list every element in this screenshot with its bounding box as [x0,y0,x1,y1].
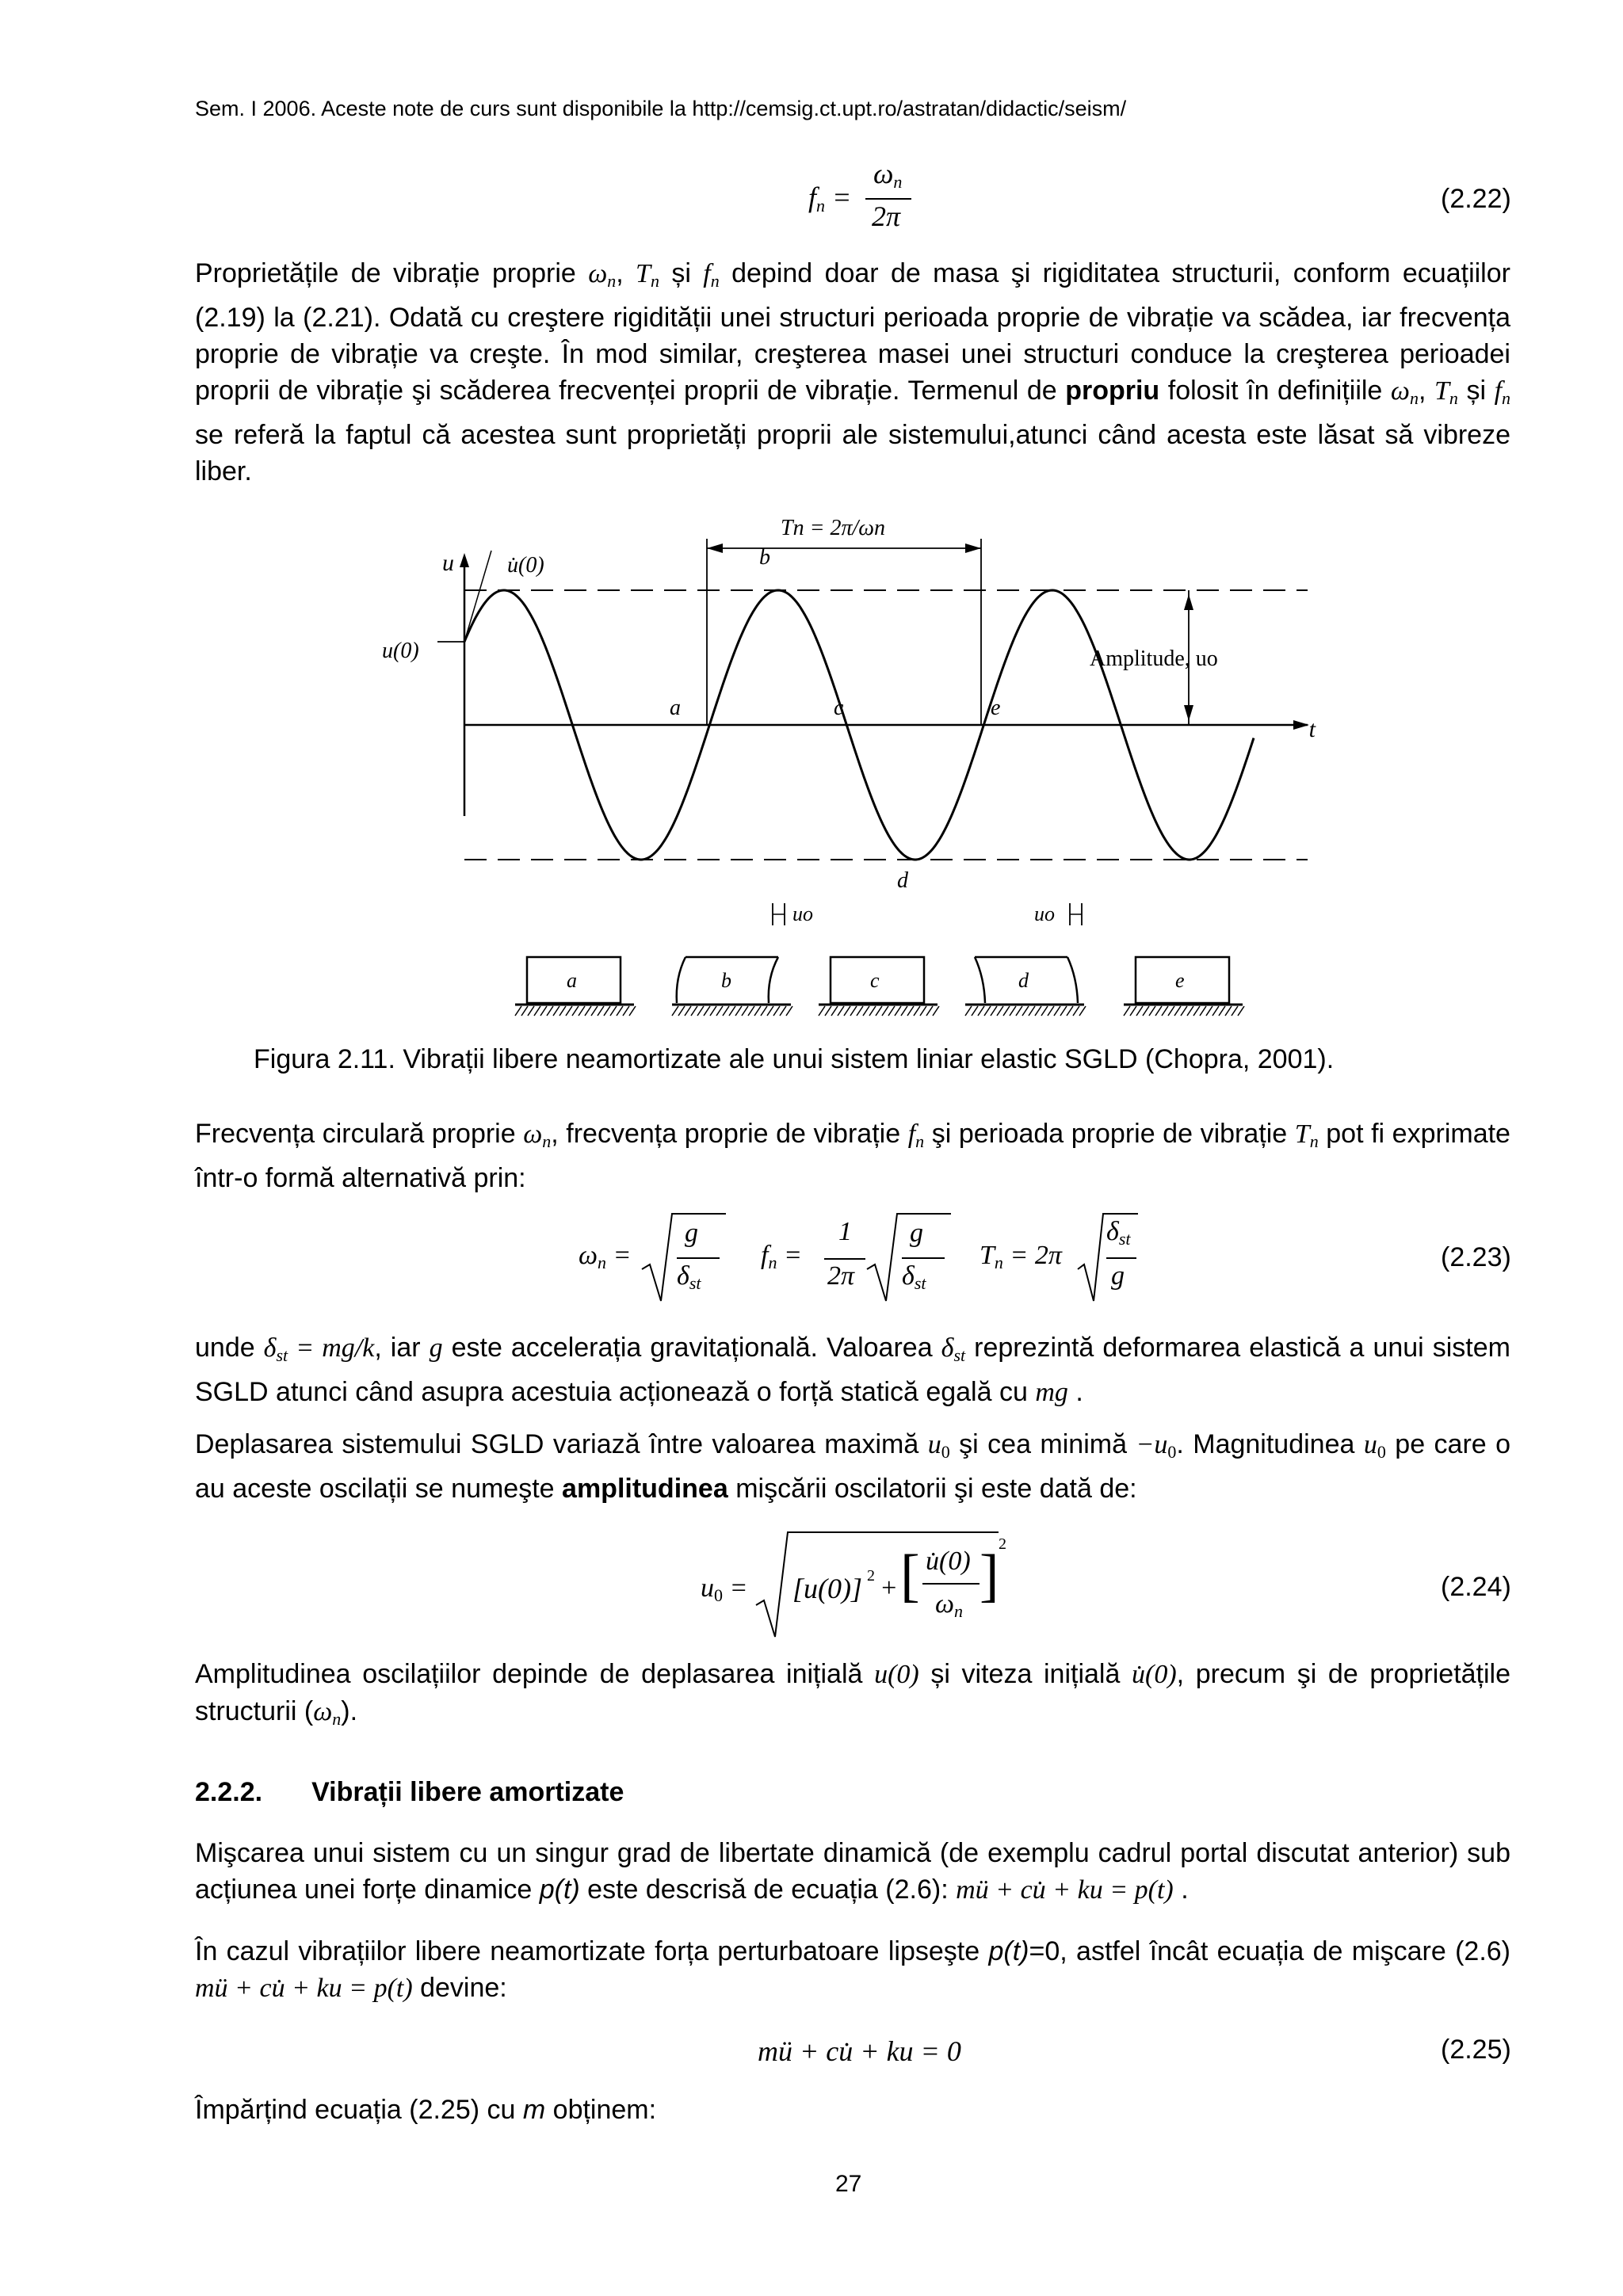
label-u-axis: u [442,550,454,576]
label-t-axis: t [1308,716,1316,742]
paragraph-undamped-case: În cazul vibrațiilor libere neamortizate forța perturbatoare lipseşte p(t)=0, astfel încât ecuația de mişcare (2.6) mü + cu̇ + ku = p(t) devine: [195,1936,1510,2003]
eq-number-2-22: (2.22) [1441,184,1511,214]
eq-number-2-25: (2.25) [1441,2035,1511,2065]
paragraph-natural-properties: Proprietățile de vibrație proprie $\omega_n$, $T_n$ și $f_n$ depind doar de masa şi rigiditatea structurii, conform ecuațiilor (2.19) la (2.21). Odată cu creştere rigidității unei structuri perioada proprie de vibrație va scădea, iar frecvența proprie de vibrație va creşte. În mod similar, creşterea masei unei structuri conduce la creşterea perioadei proprii de vibrație şi scăderea frecvenței proprii de vibrație. Termenul de propriu folosit în definițiile $\omega_n$, $T_n$ și $f_n$ se referă la faptul că acestea sunt proprietăți proprii ale sistemului,atunci când acesta este lăsat să vibreze liber. [195,258,1511,486]
eq222-lhs: $f_n$ = [808,181,852,215]
frame-b [677,957,778,1003]
equation-2-24: $u_0$ = [u(0)] 2 + [ u̇(0) $\omega_n$ ] 2 [701,1529,1018,1640]
paragraph-amplitude-dependence: Amplitudinea oscilațiilor depinde de deplasarea inițială u(0) și viteza inițială u̇(0), precum şi de proprietățile structurii $(\omega_n)$. [195,1659,1511,1729]
page-header: Sem. I 2006. Aceste note de curs sunt disponibile la http://cemsig.ct.upt.ro/astratan/didactic/seism/ [195,97,1127,120]
eq-number-2-23: (2.23) [1441,1242,1511,1272]
label-uo-left: uo [792,902,813,925]
frame-d [975,957,1078,1003]
svg-text:a: a [567,969,577,992]
label-udot0: u̇(0) [507,553,544,578]
svg-text:e: e [1175,969,1185,992]
svg-text:d: d [1018,969,1029,992]
page-number: 27 [835,2171,862,2197]
frame-a [527,957,621,1003]
label-uo-right: uo [1034,902,1055,925]
paragraph-static-deformation: unde $\delta_{st} = mg/k$, iar g este accelerația gravitațională. Valoarea $\delta_{st}$ reprezintă deformarea elastică a unui sistem SGLD atunci când asupra acestuia acționează o forță statică egală cu mg . [195,1333,1510,1407]
ground-supports [515,1005,1244,1016]
label-amplitude: Amplitude, uo [1090,646,1218,671]
label-point-d: d [897,868,908,893]
label-point-c: c [834,696,844,720]
figure-free-vibration [372,507,1316,1030]
paragraph-amplitude-definition: Deplasarea sistemului SGLD variază între valoarea maximă $u_0$ şi cea minimă $-u_0$. Magnitudinea $u_0$ pe care o au aceste oscilații se numeşte amplitudinea mişcării oscilatorii şi este dată de: [195,1429,1511,1504]
svg-text:b: b [721,969,731,992]
frame-e [1136,957,1229,1003]
label-point-b: b [759,545,770,570]
section-heading: 2.2.2. Vibrații libere amortizate [195,1777,624,1807]
equation-2-22: $f_n$ = $\omega_n$ 2π [808,157,903,244]
frame-c [831,957,924,1003]
label-point-e: e [991,696,1001,720]
label-period: Tn = 2π/ωn [781,516,886,540]
paragraph-motion-equation: Mişcarea unui sistem cu un singur grad de libertate dinamică (de exemplu cadrul portal discutat anterior) sub acțiunea unei forțe dinamice p(t) este descrisă de ecuația (2.6): mü + cu̇ + ku = p(t) . [195,1838,1510,1905]
equation-2-23: $\omega_n$ = g $\delta_{st}$ $f_n$ = 1 2π g $\delta_{st}$ $T_n = 2\pi$ $\delta_{st}$ g [579,1212,1133,1307]
paragraph-divide-by-m: Împărțind ecuația (2.25) cu m obținem: [195,2095,657,2125]
figure-caption: Figura 2.11. Vibrații libere neamortizate ale unui sistem liniar elastic SGLD (Chopra, 2001). [254,1044,1335,1074]
equation-2-25: mü + cu̇ + ku = 0 [758,2035,961,2067]
label-u0: u(0) [382,639,419,663]
paragraph-alternative-forms: Frecvența circulară proprie $\omega_n$, frecvența proprie de vibrație $f_n$ şi perioada proprie de vibrație $T_n$ pot fi exprimate într-o formă alternativă prin: [195,1119,1510,1193]
svg-text:c: c [870,969,880,992]
eq-number-2-24: (2.24) [1441,1572,1511,1602]
label-point-a: a [670,696,681,720]
